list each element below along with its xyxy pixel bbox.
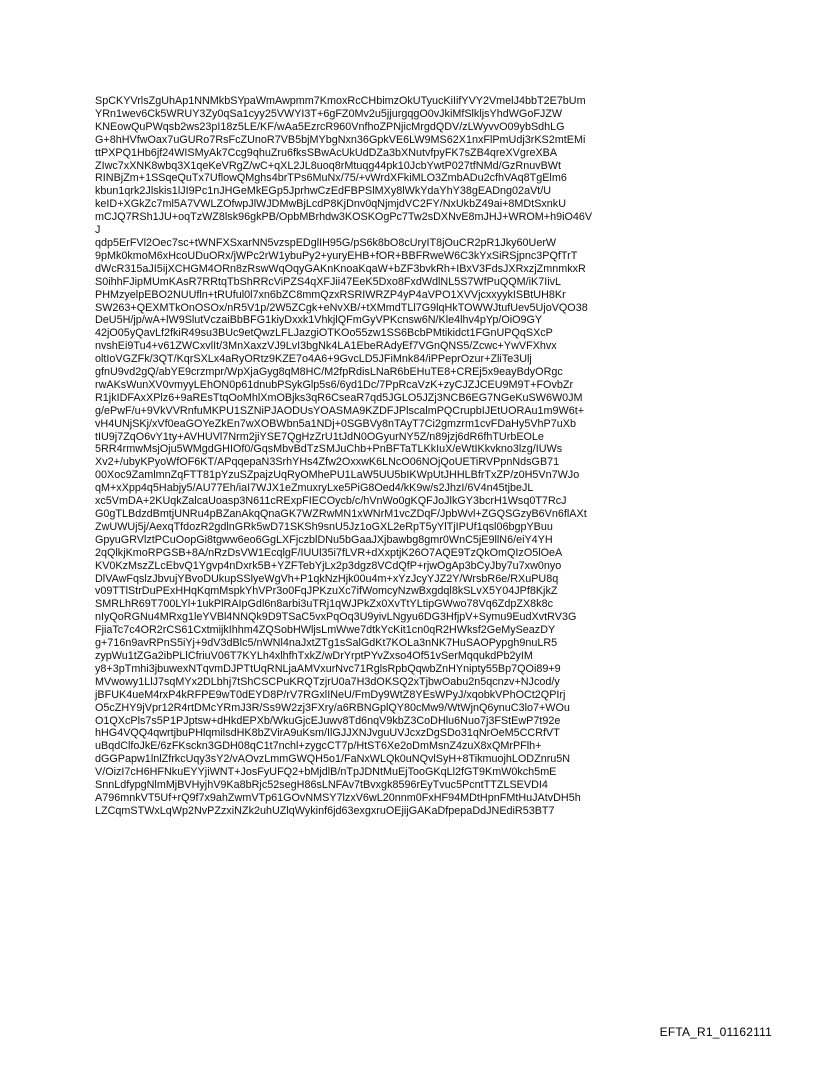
text-line: PHMzyelpEBO2NUUfln+tRUful0l7xn6bZC8mmQzxRSRIWRZP4yP4aVPO1XVVjcxxyykISBtUH8Kr	[95, 288, 566, 301]
text-line: jBFUK4ueM4rxP4kRFPE9wT0dEYD8P/rV7RGxlINeU/FmDy9WtZ8YEsWPyJ/xqobkVPhOCt2QPIrj	[95, 688, 566, 701]
text-line: MVwowy1LlJ7sqMYx2DLbhj7tShCSCPuKRQTzjrU0a7H3dOKSQ2xTjbwOabu2n5qcnzv+NJcod/y	[95, 675, 560, 688]
text-line: FjiaTc7c4OR2rCS61CxtmijkIhhm4ZQSobHWljsLmWwe7dtkYcKit1cn0qR2HWksf2GeMySeazDY	[95, 624, 556, 637]
text-line: mCJQ7RSh1JU+oqTzWZ8lsk96gkPB/OpbMBrhdw3KOSKOgPc7Tw2sDXNvE8mJHJ+WROM+h9iO46V	[95, 211, 593, 224]
document-id-footer: EFTA_R1_01162111	[659, 1025, 772, 1039]
text-line: keID+XGkZc7ml5A7VWLZOfwpJlWJDMwBjLcdP8KjDnv0qNjmjdVC2FY/NxUkbZ49ai+8MDtSxnkU	[95, 198, 566, 211]
text-line: LZCqmSTWxLqWp2NvPZzxiNZk2uhUZlqWykinf6jd63exgxruOEjijGAKaDfpepaDdJNEdiR53BT7	[95, 804, 555, 817]
text-line: YRn1wev6Ck5WRUY3Zy0qSa1cyy25VWYI3T+6gFZ0Mv2u5jjurgqgO0vJkiMfSlkljsYhdWGoFJZW	[95, 107, 563, 120]
text-line: ttPXPQ1Hb6jf24WISMyAk7Ccg9qhuZru6fksSBwAcUkUdDZa3bXNutvfpyFK7sZB4qreXVgreXBA	[95, 146, 558, 159]
text-line: zypWu1tZGa2ibPLlCfriuV06T7KYLh4xlhfhTxkZ/wDrYrptPYvZxso4Of51vSerMqqukdPb2yIM	[95, 649, 533, 662]
text-line: kbun1qrk2Jlskis1lJI9Pc1nJHGeMkEGp5JprhwCzEdFBPSlMXy8lWkYdaYhY38gEADng02aVt/U	[95, 185, 552, 198]
text-line: qdp5ErFVl2Oec7sc+tWNFXSxarNN5vzspEDglIH95G/pS6k8bO8cUryIT8jOuCR2pR1Jky60UerW	[95, 236, 557, 249]
text-line: ZIwc7xXNK8wbq3X1qeKeVRgZ/wC+qXL2JL8uoq8rMtuqg44pk10JcbYwtP027tfNMd/GzRnuvBWt	[95, 159, 562, 172]
text-line: O5cZHY9jVpr12R4rtDMcYRmJ3R/Ss9W2zj3FXry/a6RBNGplQY80cMw9/WtWjnQ6ynuC3lo7+WOu	[95, 701, 570, 714]
text-line: xc5VmDA+2KUqkZalcaUoasp3N611cRExpFIECOycb/c/hVnWo0gKQFJoJlkGY3bcrH1Wsq0T7RcJ	[95, 495, 567, 508]
text-line: G0gTLBdzdBmtjUNRu4pBZanAkqQnaGK7WZRwMN1xWNrM1vcZDqF/JpbWvl+ZGQSGzyB6Vn6flAXt	[95, 508, 587, 520]
text-line: DlVAwFqslzJbvujYBvoDUkupSSlyeWgVh+P1qkNzHjk00u4m+xYzJcyYJZ2Y/WrsbR6e/RXuPU8q	[95, 572, 559, 585]
text-line: oltIoVGZFk/3QT/KqrSXLx4aRyORtz9KZE7o4A6+9GvcLD5JFiMnk84/iPPeprOzur+ZliTe3Ulj	[95, 353, 532, 366]
text-line: SMRLhR69T700LYl+1ukPlRAIpGdl6n8arbi3uTRj1qWJPkZx0XvTtYLtipGWwo78Vq6ZdpZX8k8c	[95, 598, 553, 611]
text-line: O1QXcPls7s5P1PJptsw+dHkdEPXb/WkuGjcEJuwv8Td6nqV9kbZ3CoDHlu6Nuo7j3FStEwP7t92e	[95, 714, 561, 727]
text-line: g/ePwF/u+9VkVVRnfuMKPU1SZNiPJAODUsYOASMA9KZDFJPlscalmPQCrupbIJEtUORAu1m9W6t+	[95, 404, 585, 417]
text-line: J	[95, 224, 101, 237]
text-line: v09TTlStrDuPExHHqKqmMspkYhVPr3o0FqJPKzuXc7ifWomcyNzwBxgdql8kSLvX5Y04JPf8KjkZ	[95, 585, 558, 598]
text-line: ZwUWUj5j/AexqTfdozR2gdlnGRk5wD71SKSh9snU5Jz1oGXL2eRpT5yYlTjIPUf1qsl06bgpYBuu	[95, 520, 553, 533]
text-line: SpCKYVrlsZgUhAp1NNMkbSYpaWmAwpmm7KmoxRcCHbimzOkUTyucKiIifYVY2VmelJ4bbT2E7bUm	[95, 95, 586, 107]
text-line: qM+xXpp4q5Habjy5/AU77Eh/iaI7WJX1eZmuxryLxe5PiG8Oed4/kK9w/s2JhzI/6V4n45tjbeJL	[95, 482, 534, 495]
text-line: RINBjZm+1SSqeQuTx7UflowQMghs4brTPs6MuNx/75/+vWrdXFkiMLO3ZmbADu2cfhVAq8TgElm6	[95, 172, 567, 185]
text-line: 9pMk0kmoM6xHcoUDuORx/jWPc2rW1ybuPy2+yuryEHB+fOR+BBFRweW6C3kYxSiRSjpnc3PQfTrT	[95, 249, 578, 262]
text-line: SW263+QEXMTkOnOSOx/nR5V1p/2W5ZCgk+eNvXB/+tXMmdTLl7G9lqHkTOWWJtufUev5UjoVQO38	[95, 301, 588, 314]
text-line: KV0KzMszZLcEbvQ1Ygvp4nDxrk5B+YZFTebYjLx2p3dgz8VCdQfP+rjwOgAp3bCyJby7u7xw0nyo	[95, 559, 562, 572]
text-line: nIyQoRGNu4MRxg1leYVBl4NNQk9D9TSaC5vxPqOq3U9yivLNgyu6DG3HfjpV+Symu9EudXvtRV3G	[95, 611, 577, 624]
text-line: rwAKsWunXV0vmyyLEhON0p61dnubPSykGlp5s6/6yd1Dc/7PpRcaVzK+zyCJZJCEU9M9T+FOvbZr	[95, 378, 574, 391]
text-line: vH4UNjSKj/xVf0eaGOYeZkEn7wXOBWbn5a1NDj+0SGBVy8nTAyT7Ci2gmzrm1cvFDaHy5VhP7uXb	[95, 417, 576, 430]
text-line: G+8hHVfwOax7uGURo7RsFcZUnoR7VB5bjMYbgNxn36GpkVE6LW9MS62X1nxFlPmUdj3rKS2mtEMi	[95, 133, 586, 146]
text-line: A796mnkVT5Uf+rQ9f7x9ahZwmVTp61GOvNMSY7lzxV6wL20nnm0FxHF94MDtHpnFMtHuJAtvDH5h	[95, 791, 581, 804]
text-line: 42jO05yQavLf2fkiR49su3BUc9etQwzLFLJazgiOTKOo55zw1SS6BcbPMtikidct1FGnUPQqSXcP	[95, 327, 553, 340]
text-line: SnnLdfypgNlmMjBVHyjhV9Ka8bRjc52segH86sLNFAv7tBvxgk8596rEyTvuc5PcntTTZLSEVDI4	[95, 779, 548, 792]
text-line: hHG4VQQ4qwrtjbuPHlqmilsdHK8bZVirA9uKsm/IlGJJXNJvguUVJcxzDgSDo31qNrOeM5CCRfVT	[95, 727, 560, 740]
text-line: dWcR315aJI5ijXCHGM4ORn8zRswWqOqyGAKnKnoaKqaW+bZF3bvkRh+IBxV3FdsJXRxzjZmnmkxR	[95, 262, 586, 275]
text-line: gfnU9vd2gQ/abYE9crzmpr/WpXjaGyg8qM8HC/M2fpRdisLNaR6bEHuTE8+CREj5x9eayBdyORgc	[95, 366, 563, 379]
text-line: Xv2+/ubyKPyoWfOF6KT/APqqepaN3SrhYHs4Zfw2OxxwK6LNcO06NOjQoUETiRVPpnNdsGB71	[95, 456, 560, 469]
text-line: tIU9j7ZqO6vY1ty+AVHUVl7Nrm2jiYSE7QgHzZrU1tJdN0OGyurNY5Z/n89jzj6dR6fhTUrbEOLe	[95, 430, 544, 443]
text-line: nvshEi9Tu4+v61ZWCxvlIt/3MnXaxzVJ9LvI3bgNk4LA1EbeRAdyEf7VGnQNS5/Zcwc+YwVFXhvx	[95, 340, 557, 353]
text-line: R1jkIDFAxXPlz6+9aREsTtqOoMhlXmOBjks3qR6CseaR7qd5JGLO5JZj3NCB6EG7NGeKuSW6W0JM	[95, 391, 583, 404]
text-line: S0ihhFJipMUmKAsR7RRtqTbShRRcViPZS4qXFJii47EeK5Dxo8FxdWdlNL5S7WfPuQQM/iK7IivL	[95, 275, 562, 288]
text-line: KNEowQuPWqsb2ws23pI18z5LE/KF/wAa5EzrcR960VnfhoZPNjicMrgdQDV/zLWyvvO09ybSdhLG	[95, 120, 565, 133]
text-line: g+716n9avRPnS5iYj+9dV3dBlc5/nWNl4naJxtZTg1sSalGdKt7KOLa3nNK7HuSAOPypgh9nuLR5	[95, 637, 558, 650]
text-line: 00Xoc9ZamlmnZqFTT81pYzuSZpajzUqRyOMhePU1LaW5UU5bIKWpUtJHHLBfrTxZP/z0H5Vn7WJo	[95, 469, 580, 482]
text-line: y8+3pTmhi3jbuwexNTqvmDJPTtUqRNLjaAMVxurNvc71RglsRpbQqwbZnHYnipty55Bp7QOi89+9	[95, 662, 561, 675]
encoded-text-block	[95, 95, 740, 818]
text-line: uBqdClfoJkE/6zFKsckn3GDH08qC1t7nchl+zygcCT7p/HtST6Xe2oDmMsnZ4zuX8xQMrPFlh+	[95, 740, 542, 753]
text-line: DeU5H/jp/wA+lW9SlutVczaiBbBFG1kiyDxxk1VhkjlQFmGyVPKcnsw6N/Kle4lhv4pYp/OiO9GY	[95, 314, 543, 327]
text-line: GpyuGRVlztPCuOopGi8tgww6eo6GgLXFjczblDNu5bGaaJXjbawbg8gmr0WnC5jE9llN6/eiY4YH	[95, 533, 553, 546]
text-line: V/OizI7cH6HFNkuEYYjiWNT+JosFyUFQ2+bMjdlB/nTpJDNtMuEjTooGKqLl2fGT9KmW0kch5mE	[95, 766, 557, 779]
text-line: dGGPapw1lnlZfrkcUqy3sY2/vAOvzLmmGWQH5o1/FaNxWLQk0uNQvlSyH+8TikmuojhLODZnru5N	[95, 753, 571, 766]
text-line: 2qQlkjKmoRPGSB+8A/nRzDsVW1EcqlgF/IUUl35i7fLVR+dXxptjK26O7AQE9TzQkOmQIzO5lOeA	[95, 546, 563, 559]
text-line: 5RR4rmwMsjOju5WMgdGHIOf0/GqsMbvBdTzSMJuChb+PnBFTaTLKkIuX/eWtIKkvkno3lzg/IUWs	[95, 443, 563, 456]
